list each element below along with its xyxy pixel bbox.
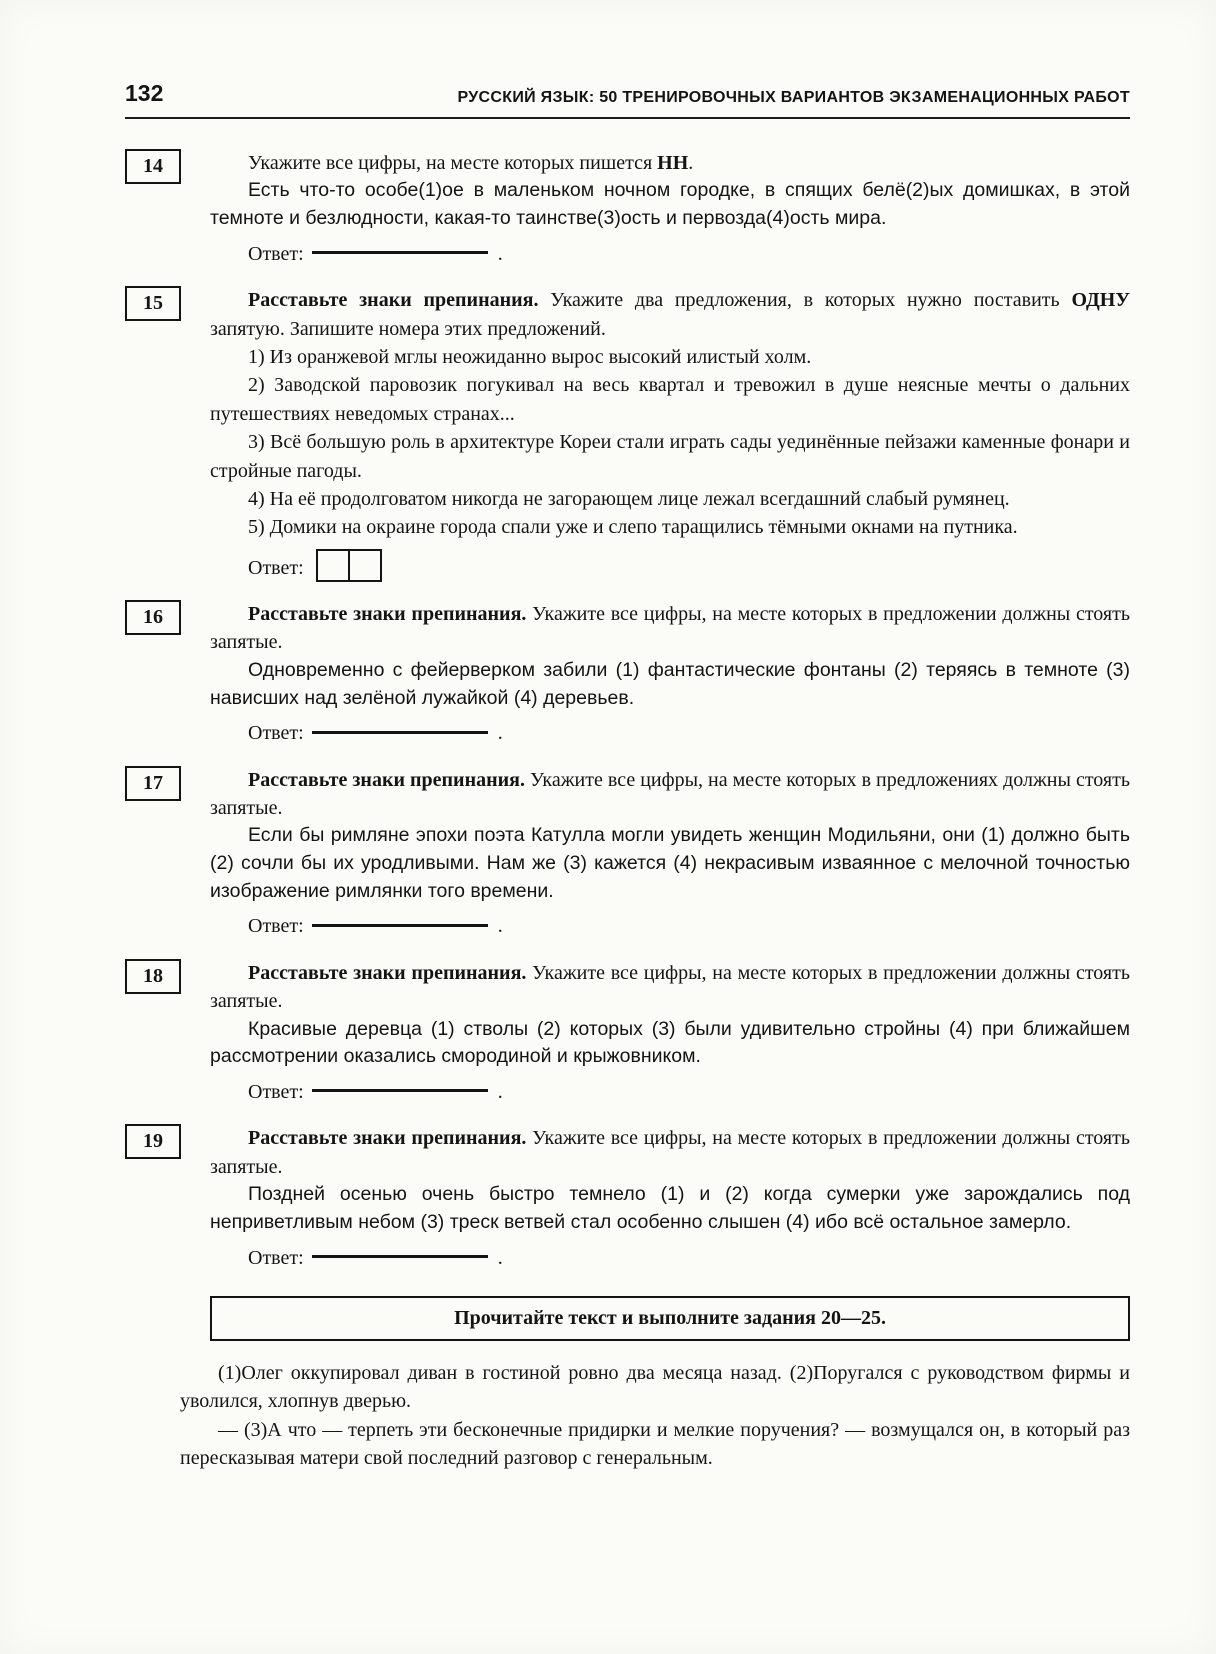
task-15-number-column [125,286,210,584]
intro-text: Укажите все цифры, на месте которых в предложении должны стоять запятые. [210,961,1130,1013]
task-16-answer-row [210,719,1130,747]
task-17-number-column [125,766,210,943]
intro-text: Укажите все цифры, на месте которых в предложении должны стоять запятые. [210,603,1130,654]
task-14-number-column [125,149,210,270]
intro-text: запятую. Запишите номера этих предложений. [210,317,606,340]
task-18-sentence: Красивые деревца (1) стволы (2) которых (3) были удивительно стройны (4) при ближайшем рассмотрении оказались смородиной и крыжовником. [210,1017,1130,1068]
intro-text: Укажите два предложения, в которых нужно поставить [538,289,1072,312]
task-18-intro [210,959,1130,1016]
task-14-number-box: 14 [125,149,181,184]
task-17-sentence: Если бы римляне эпохи поэта Катулла могли увидеть женщин Модильяни, они (1) должно быть (2) сочли бы их уродливыми. Нам же (3) кажется (4) некрасивым изваянное с мелочной точностью изображение римлянки того времени. [210,824,1130,902]
task-19-number-box: 19 [125,1124,181,1159]
task-15-option-2: 2) Заводской паровозик погукивал на весь квартал и тревожил в душе неясные мечты о дальних путешествиях неведомых странах... [210,374,1130,425]
task-16-number-column [125,600,210,750]
intro-bold: НН [657,152,689,174]
task-16-sentence: Одновременно с фейерверком забили (1) фантастические фонтаны (2) теряясь в темноте (3) нависших над зелёной лужайкой (4) деревьев. [210,658,1130,709]
task-17-answer-row [210,912,1130,940]
task-18-number-box: 18 [125,959,181,994]
task-19-intro [210,1124,1130,1181]
answer-cell [348,549,382,582]
task-16-intro [210,600,1130,657]
answer-period: . [497,1246,503,1269]
answer-cell [316,549,350,582]
intro-text: Укажите все цифры, на месте которых в предложении должны стоять запятые. [210,1127,1130,1178]
answer-label: Ответ: [248,1081,304,1103]
answer-grid [316,549,382,582]
reading-paragraph-2: — (3)А что — терпеть эти бесконечные придирки и мелкие поручения? — возмущался он, в который раз пересказывая матери свой последний разговор с генеральным. [180,1418,1130,1470]
task-17-content [210,766,1130,943]
reading-paragraph-1: (1)Олег оккупировал диван в гостиной ровно два месяца назад. (2)Поругался с руководством фирмы и уволился, хлопнув дверью. [180,1361,1130,1413]
answer-label: Ответ: [248,1246,304,1269]
task-15-option-3: 3) Всё большую роль в архитектуре Кореи стали играть сады уединённые пейзажи каменные фонари и стройные пагоды. [210,431,1130,482]
task-18 [125,959,1130,1109]
answer-blank-line [312,731,488,734]
intro-bold: Расставьте знаки препинания. [248,1127,527,1150]
intro-bold: Расставьте знаки препинания. [248,603,527,626]
book-title: РУССКИЙ ЯЗЫК: 50 ТРЕНИРОВОЧНЫХ ВАРИАНТОВ ЭКЗАМЕНАЦИОННЫХ РАБОТ [457,89,1130,106]
answer-label: Ответ: [248,915,304,938]
task-19-sentence: Поздней осенью очень быстро темнело (1) и (2) когда сумерки уже зарождались под неприветливым небом (3) треск ветвей стал особенно слышен (4) ибо всё остальное замерло. [210,1183,1130,1233]
task-14-content [210,149,1130,270]
task-18-content [210,959,1130,1109]
answer-period: . [497,722,503,745]
intro-tail: . [688,152,694,174]
task-19 [125,1124,1130,1274]
page-number: 132 [125,80,164,106]
task-15-content [210,286,1130,584]
intro-bold: Расставьте знаки препинания. [248,961,527,984]
task-14 [125,149,1130,270]
answer-blank-line [312,251,488,254]
task-15-answer-row [210,549,1130,582]
task-15-option-1: 1) Из оранжевой мглы неожиданно вырос высокий илистый холм. [248,345,812,368]
intro-bold: Расставьте знаки препинания. [248,289,539,312]
task-16-number-box: 16 [125,600,181,635]
task-19-number-column [125,1124,210,1274]
answer-label: Ответ: [248,556,304,579]
answer-blank-line [312,1255,488,1258]
task-17-number-box: 17 [125,766,181,801]
task-16-content [210,600,1130,750]
task-15-option-4: 4) На её продолговатом никогда не загорающем лице лежал всегдашний слабый румянец. [248,487,1010,510]
answer-label: Ответ: [248,242,304,265]
intro-bold: ОДНУ [1071,289,1130,312]
intro-text: Укажите все цифры, на месте которых в предложениях должны стоять запятые. [210,768,1130,819]
answer-period: . [497,1081,503,1103]
task-19-content [210,1124,1130,1274]
reading-section [180,1296,1130,1473]
task-15-intro [210,286,1130,343]
task-17 [125,766,1130,943]
task-19-answer-row [210,1244,1130,1272]
task-15-number-box: 15 [125,286,181,321]
task-17-intro [210,766,1130,823]
task-18-number-column [125,959,210,1109]
header-rule [125,117,1130,119]
reading-banner: Прочитайте текст и выполните задания 20—25. [210,1296,1130,1341]
answer-period: . [497,242,503,265]
intro-text: Укажите все цифры, на месте которых пишется [248,152,658,174]
task-15-option-5: 5) Домики на окраине города спали уже и слепо таращились тёмными окнами на путника. [248,516,1018,539]
task-16 [125,600,1130,750]
task-14-answer-row [210,240,1130,268]
tasks-area [125,149,1130,1473]
task-15 [125,286,1130,584]
task-18-answer-row [210,1078,1130,1106]
task-14-intro [210,149,1130,177]
task-14-sentence: Есть что-то особе(1)ое в маленьком ночном городке, в спящих белё(2)ых домишках, в этой темноте и безлюдности, какая-то таинстве(3)ость и первозда(4)ость мира. [210,179,1130,230]
intro-bold: Расставьте знаки препинания. [248,768,525,791]
answer-period: . [497,915,503,938]
answer-blank-line [312,924,488,927]
answer-label: Ответ: [248,722,304,745]
answer-blank-line [312,1089,488,1092]
page-header [125,80,1130,107]
